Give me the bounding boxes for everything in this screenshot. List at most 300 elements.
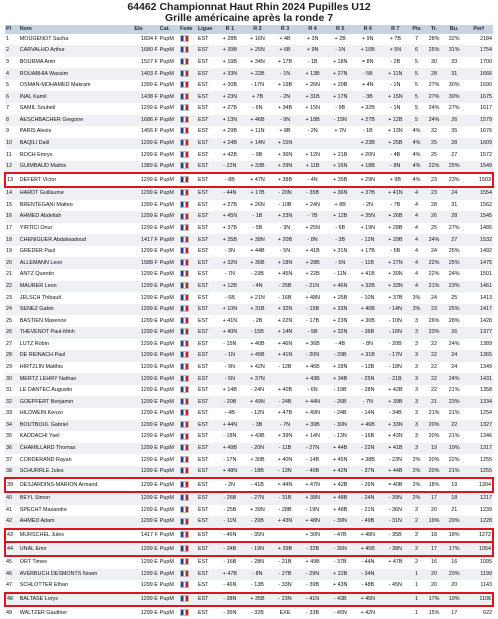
- table-cell: - 34N: [354, 569, 382, 581]
- table-row: [5, 505, 493, 517]
- table-cell: 48: [5, 593, 19, 607]
- table-cell: 10: [5, 138, 19, 150]
- table-cell: + 34B: [271, 103, 299, 115]
- table-cell: 1299 E: [133, 350, 158, 362]
- table-cell: - 35B: [382, 529, 410, 543]
- flag-france-icon: [179, 420, 197, 432]
- table-cell: + 31B: [244, 304, 272, 316]
- flag-icon: [180, 70, 189, 77]
- table-cell: EST: [197, 103, 216, 115]
- table-cell: - 29N: [299, 569, 327, 581]
- table-row: [5, 492, 493, 505]
- table-cell: + 45N: [354, 593, 382, 607]
- table-cell: 1579: [464, 115, 493, 127]
- flag-france-icon: [179, 593, 197, 607]
- table-cell: 1431: [464, 373, 493, 385]
- table-cell: + 25B: [326, 292, 354, 304]
- table-cell: 19: [424, 443, 444, 455]
- table-cell: + 20B: [271, 234, 299, 246]
- table-cell: [326, 138, 354, 150]
- table-cell: EST: [197, 281, 216, 293]
- table-cell: 4: [409, 187, 424, 200]
- table-cell: - 1B: [299, 57, 327, 69]
- table-cell: + 41N: [271, 350, 299, 362]
- table-cell: PupM: [159, 454, 179, 466]
- table-cell: 1228: [464, 516, 493, 529]
- table-cell: - 26N: [354, 478, 382, 492]
- flag-france-icon: [179, 580, 197, 593]
- column-header: R 3: [271, 25, 299, 34]
- table-cell: + 17B: [271, 57, 299, 69]
- table-cell: + 14B: [216, 385, 244, 397]
- table-cell: + 43B: [299, 373, 327, 385]
- table-cell: PupM: [159, 516, 179, 529]
- table-cell: 1527 F: [133, 57, 158, 69]
- table-cell: 24: [444, 362, 464, 374]
- table-cell: + 45B: [354, 542, 382, 556]
- table-cell: 40: [5, 492, 19, 505]
- table-cell: - 5N: [216, 373, 244, 385]
- table-cell: 26: [424, 211, 444, 223]
- table-cell: - 4N: [244, 281, 272, 293]
- table-cell: 1399 E: [133, 200, 158, 212]
- table-cell: + 12B: [216, 281, 244, 293]
- flag-france-icon: [179, 269, 197, 281]
- table-cell: - 29B: [244, 516, 272, 529]
- table-cell: - 21B: [382, 373, 410, 385]
- table-cell: 1403 F: [133, 68, 158, 80]
- table-cell: PupM: [159, 478, 179, 492]
- table-cell: + 40B: [354, 304, 382, 316]
- table-row: [5, 126, 493, 138]
- table-cell: EST: [197, 257, 216, 269]
- table-cell: 25%: [444, 161, 464, 174]
- table-row: [5, 542, 493, 556]
- table-cell: PupM: [159, 350, 179, 362]
- table-cell: + 15N: [271, 138, 299, 150]
- table-cell: 4: [409, 269, 424, 281]
- table-cell: 17: [444, 606, 464, 619]
- table-cell: - 10B: [271, 200, 299, 212]
- table-cell: 4%: [409, 126, 424, 138]
- table-cell: [299, 138, 327, 150]
- table-cell: 23%: [444, 281, 464, 293]
- table-cell: + 32B: [354, 281, 382, 293]
- table-cell: + 29B: [216, 126, 244, 138]
- table-cell: SENEZ Gabin: [19, 304, 134, 316]
- table-cell: 5: [409, 115, 424, 127]
- flag-icon: [180, 595, 189, 602]
- table-cell: + 18B: [354, 161, 382, 174]
- table-cell: + 18N: [326, 57, 354, 69]
- table-cell: 1532: [464, 234, 493, 246]
- table-cell: + 35B: [216, 234, 244, 246]
- column-header: Cat.: [159, 25, 179, 34]
- table-cell: PupM: [159, 569, 179, 581]
- table-cell: 24: [444, 187, 464, 200]
- column-header: Nom: [19, 25, 134, 34]
- table-cell: 1676: [464, 126, 493, 138]
- table-row: [5, 223, 493, 235]
- table-cell: = 40B: [382, 478, 410, 492]
- table-cell: - 2B: [244, 315, 272, 327]
- table-cell: - 27B: [271, 569, 299, 581]
- table-row: [5, 45, 493, 57]
- table-cell: PupM: [159, 200, 179, 212]
- table-cell: - 11B: [354, 257, 382, 269]
- table-cell: + 36B: [244, 257, 272, 269]
- table-cell: 2%: [409, 454, 424, 466]
- table-cell: 16: [444, 556, 464, 569]
- table-cell: MAURER Leon: [19, 281, 134, 293]
- table-cell: PupM: [159, 529, 179, 543]
- table-cell: [271, 529, 299, 543]
- table-cell: EST: [197, 68, 216, 80]
- table-cell: + 47B: [271, 408, 299, 420]
- flag-france-icon: [179, 45, 197, 57]
- table-cell: 25%: [424, 45, 444, 57]
- table-cell: 20: [444, 580, 464, 593]
- table-cell: EST: [197, 529, 216, 543]
- table-cell: 5: [409, 103, 424, 115]
- table-cell: 22%: [424, 269, 444, 281]
- table-cell: - 41B: [244, 478, 272, 492]
- table-cell: 1254: [464, 408, 493, 420]
- table-cell: - 16B: [271, 292, 299, 304]
- flag-france-icon: [179, 281, 197, 293]
- table-row: [5, 315, 493, 327]
- flag-france-icon: [179, 304, 197, 316]
- table-cell: 30%: [444, 80, 464, 92]
- table-cell: - 6N: [299, 385, 327, 397]
- table-cell: 30: [424, 57, 444, 69]
- table-cell: MOUGENOT Sacha: [19, 34, 134, 46]
- table-cell: PupM: [159, 211, 179, 223]
- flag-icon: [180, 581, 189, 588]
- table-cell: 18: [424, 529, 444, 543]
- flag-france-icon: [179, 443, 197, 455]
- table-cell: 1299 E: [133, 315, 158, 327]
- flag-icon: [180, 236, 189, 243]
- table-cell: PupM: [159, 103, 179, 115]
- table-cell: EST: [197, 126, 216, 138]
- flag-icon: [180, 176, 189, 183]
- table-cell: + 43N: [326, 580, 354, 593]
- table-cell: BEYL Simon: [19, 492, 134, 505]
- table-cell: 1327: [464, 420, 493, 432]
- table-cell: 1588 F: [133, 257, 158, 269]
- table-cell: - 30N: [326, 420, 354, 432]
- table-cell: + 17B: [354, 246, 382, 258]
- table-cell: - 15B: [244, 327, 272, 339]
- table-cell: EST: [197, 478, 216, 492]
- table-cell: + 47N: [244, 173, 272, 187]
- table-row: [5, 80, 493, 92]
- table-cell: + 32N: [271, 304, 299, 316]
- table-cell: ORT Timeo: [19, 556, 134, 569]
- table-cell: LE DANTEC Augustin: [19, 385, 134, 397]
- table-cell: + 45N: [326, 454, 354, 466]
- table-cell: - 40B: [299, 466, 327, 479]
- table-cell: EST: [197, 593, 216, 607]
- table-cell: - 3N: [271, 223, 299, 235]
- table-cell: PupM: [159, 420, 179, 432]
- table-cell: - 8N: [382, 161, 410, 174]
- table-cell: - 21B: [271, 556, 299, 569]
- table-cell: 21%: [444, 466, 464, 479]
- flag-france-icon: [179, 396, 197, 408]
- table-cell: 3: [409, 431, 424, 443]
- table-cell: - 1B: [354, 126, 382, 138]
- table-cell: PupM: [159, 327, 179, 339]
- table-cell: 26%: [424, 315, 444, 327]
- table-cell: PupM: [159, 443, 179, 455]
- table-cell: 3: [409, 443, 424, 455]
- flag-icon: [180, 270, 189, 277]
- table-cell: 3%: [409, 292, 424, 304]
- table-cell: - 17B: [299, 315, 327, 327]
- flag-france-icon: [179, 556, 197, 569]
- table-cell: PupM: [159, 269, 179, 281]
- table-cell: - 14N: [354, 408, 382, 420]
- table-cell: 15%: [424, 606, 444, 619]
- table-cell: ROUABHIA Wassim: [19, 68, 134, 80]
- flag-france-icon: [179, 161, 197, 174]
- column-header: Pl: [5, 25, 19, 34]
- table-cell: - 46N: [216, 529, 244, 543]
- table-cell: 20: [424, 580, 444, 593]
- flag-icon: [180, 494, 189, 501]
- table-cell: + 25B: [382, 138, 410, 150]
- table-cell: 11: [5, 149, 19, 161]
- flag-icon: [180, 351, 189, 358]
- table-cell: 1700: [464, 57, 493, 69]
- table-cell: 37: [5, 454, 19, 466]
- flag-icon: [180, 456, 189, 463]
- table-cell: + 31N: [326, 246, 354, 258]
- table-cell: + 13B: [299, 68, 327, 80]
- table-cell: 5: [409, 57, 424, 69]
- table-cell: [382, 593, 410, 607]
- table-cell: 28: [444, 211, 464, 223]
- table-cell: 2%: [409, 478, 424, 492]
- table-cell: CARVALHO Arthur: [19, 45, 134, 57]
- table-cell: SPECHT Maxandre: [19, 505, 134, 517]
- table-cell: + 40B: [244, 339, 272, 351]
- table-cell: + 30B: [244, 454, 272, 466]
- table-cell: - 5B: [354, 68, 382, 80]
- table-cell: 49: [5, 606, 19, 619]
- table-cell: + 49B: [299, 556, 327, 569]
- table-cell: + 38B: [271, 173, 299, 187]
- flag-icon: [180, 518, 189, 525]
- table-cell: + 29N: [271, 161, 299, 174]
- table-cell: 20%: [424, 454, 444, 466]
- table-cell: EST: [197, 420, 216, 432]
- flag-france-icon: [179, 292, 197, 304]
- table-cell: 1492: [464, 246, 493, 258]
- table-cell: - 34B: [382, 408, 410, 420]
- table-cell: + 45N: [216, 211, 244, 223]
- table-cell: PupM: [159, 161, 179, 174]
- table-cell: - 12N: [354, 234, 382, 246]
- table-cell: + 23B: [354, 138, 382, 150]
- flag-icon: [180, 444, 189, 451]
- table-cell: 1299 E: [133, 173, 158, 187]
- table-cell: 1299 E: [133, 569, 158, 581]
- table-row: [5, 161, 493, 174]
- table-cell: EST: [197, 516, 216, 529]
- table-cell: 1572: [464, 149, 493, 161]
- table-cell: + 20B: [326, 80, 354, 92]
- table-cell: 9: [5, 126, 19, 138]
- table-cell: 1349: [464, 362, 493, 374]
- table-cell: PupM: [159, 292, 179, 304]
- table-cell: PARIS Alexis: [19, 126, 134, 138]
- table-cell: - 8B: [216, 173, 244, 187]
- table-cell: 4%: [409, 138, 424, 150]
- table-cell: + 5N: [382, 45, 410, 57]
- table-cell: - 2B: [382, 57, 410, 69]
- table-cell: 2: [409, 529, 424, 543]
- table-cell: - 13B: [354, 362, 382, 374]
- table-cell: + 47B: [216, 569, 244, 581]
- table-cell: 1299 E: [133, 292, 158, 304]
- table-row: [5, 529, 493, 543]
- table-cell: + 42N: [326, 466, 354, 479]
- table-cell: + 21B: [326, 149, 354, 161]
- table-cell: + 39B: [299, 420, 327, 432]
- table-cell: 24: [424, 246, 444, 258]
- table-cell: - 10N: [354, 292, 382, 304]
- table-cell: PupM: [159, 91, 179, 103]
- flag-france-icon: [179, 516, 197, 529]
- table-cell: 22: [424, 350, 444, 362]
- table-cell: 22%: [424, 161, 444, 174]
- table-cell: EST: [197, 580, 216, 593]
- table-cell: - 36N: [326, 542, 354, 556]
- table-cell: 25: [424, 138, 444, 150]
- table-cell: 1461: [464, 281, 493, 293]
- table-cell: + 10N: [216, 304, 244, 316]
- table-cell: PupM: [159, 223, 179, 235]
- table-cell: 14: [5, 187, 19, 200]
- table-cell: 1675: [464, 91, 493, 103]
- table-cell: + 49N: [299, 408, 327, 420]
- table-cell: 2: [409, 542, 424, 556]
- table-cell: + 13N: [216, 115, 244, 127]
- table-cell: EST: [197, 454, 216, 466]
- table-cell: + 19B: [271, 80, 299, 92]
- flag-icon: [180, 127, 189, 134]
- table-cell: EST: [197, 91, 216, 103]
- table-cell: EST: [197, 315, 216, 327]
- table-cell: 20%: [424, 466, 444, 479]
- table-cell: EST: [197, 385, 216, 397]
- table-cell: 24%: [444, 339, 464, 351]
- table-row: [5, 327, 493, 339]
- table-cell: 4: [409, 257, 424, 269]
- table-cell: - 18N: [216, 431, 244, 443]
- table-row: [5, 257, 493, 269]
- table-row: [5, 187, 493, 200]
- table-cell: 21%: [444, 385, 464, 397]
- table-cell: + 48N: [216, 466, 244, 479]
- table-cell: 4: [409, 234, 424, 246]
- table-cell: 5: [409, 80, 424, 92]
- table-cell: + 37B: [382, 292, 410, 304]
- table-row: [5, 593, 493, 607]
- table-cell: 1255: [464, 466, 493, 479]
- table-cell: - 41N: [299, 593, 327, 607]
- table-cell: - 3B: [354, 91, 382, 103]
- table-cell: 19%: [444, 593, 464, 607]
- flag-icon: [180, 398, 189, 405]
- flag-icon: [180, 340, 189, 347]
- table-cell: + 7B: [244, 91, 272, 103]
- table-cell: 31: [444, 200, 464, 212]
- table-cell: 1106: [464, 593, 493, 607]
- table-cell: 21%: [424, 281, 444, 293]
- table-cell: - 24N: [354, 492, 382, 505]
- table-cell: + 42B: [326, 478, 354, 492]
- table-cell: 1299 E: [133, 103, 158, 115]
- column-header: R 4: [299, 25, 327, 34]
- table-cell: 12: [5, 161, 19, 174]
- table-cell: + 33N: [216, 68, 244, 80]
- table-cell: 43: [5, 529, 19, 543]
- table-cell: EST: [197, 45, 216, 57]
- flag-france-icon: [179, 362, 197, 374]
- table-cell: + 40N: [216, 327, 244, 339]
- table-cell: 21%: [424, 408, 444, 420]
- table-cell: - 46N: [216, 580, 244, 593]
- table-row: [5, 454, 493, 466]
- table-cell: - 25B: [271, 281, 299, 293]
- flag-france-icon: [179, 34, 197, 46]
- column-header: Tr.: [424, 25, 444, 34]
- flag-icon: [180, 116, 189, 123]
- table-cell: BOURMA Amir: [19, 57, 134, 69]
- table-cell: 23%: [424, 327, 444, 339]
- flag-icon: [180, 35, 189, 42]
- table-cell: + 11N: [244, 126, 272, 138]
- table-cell: - 28B: [271, 505, 299, 517]
- table-cell: + 28B: [216, 34, 244, 46]
- table-cell: 1217: [464, 492, 493, 505]
- table-cell: + 15N: [299, 103, 327, 115]
- table-cell: 23: [424, 173, 444, 187]
- table-cell: + 18N: [271, 257, 299, 269]
- table-cell: 31: [444, 68, 464, 80]
- flag-icon: [180, 213, 189, 220]
- table-cell: - 15N: [326, 115, 354, 127]
- table-row: [5, 138, 493, 150]
- table-cell: 28: [5, 350, 19, 362]
- table-cell: 1428: [464, 315, 493, 327]
- flag-france-icon: [179, 569, 197, 581]
- table-cell: 1299 E: [133, 304, 158, 316]
- flag-france-icon: [179, 327, 197, 339]
- table-cell: 1: [5, 34, 19, 46]
- table-cell: 1299 E: [133, 339, 158, 351]
- table-cell: + 30N: [382, 269, 410, 281]
- table-cell: EST: [197, 304, 216, 316]
- table-cell: EST: [197, 373, 216, 385]
- table-cell: - 4B: [382, 149, 410, 161]
- table-cell: 2%: [409, 466, 424, 479]
- table-cell: 1: [409, 606, 424, 619]
